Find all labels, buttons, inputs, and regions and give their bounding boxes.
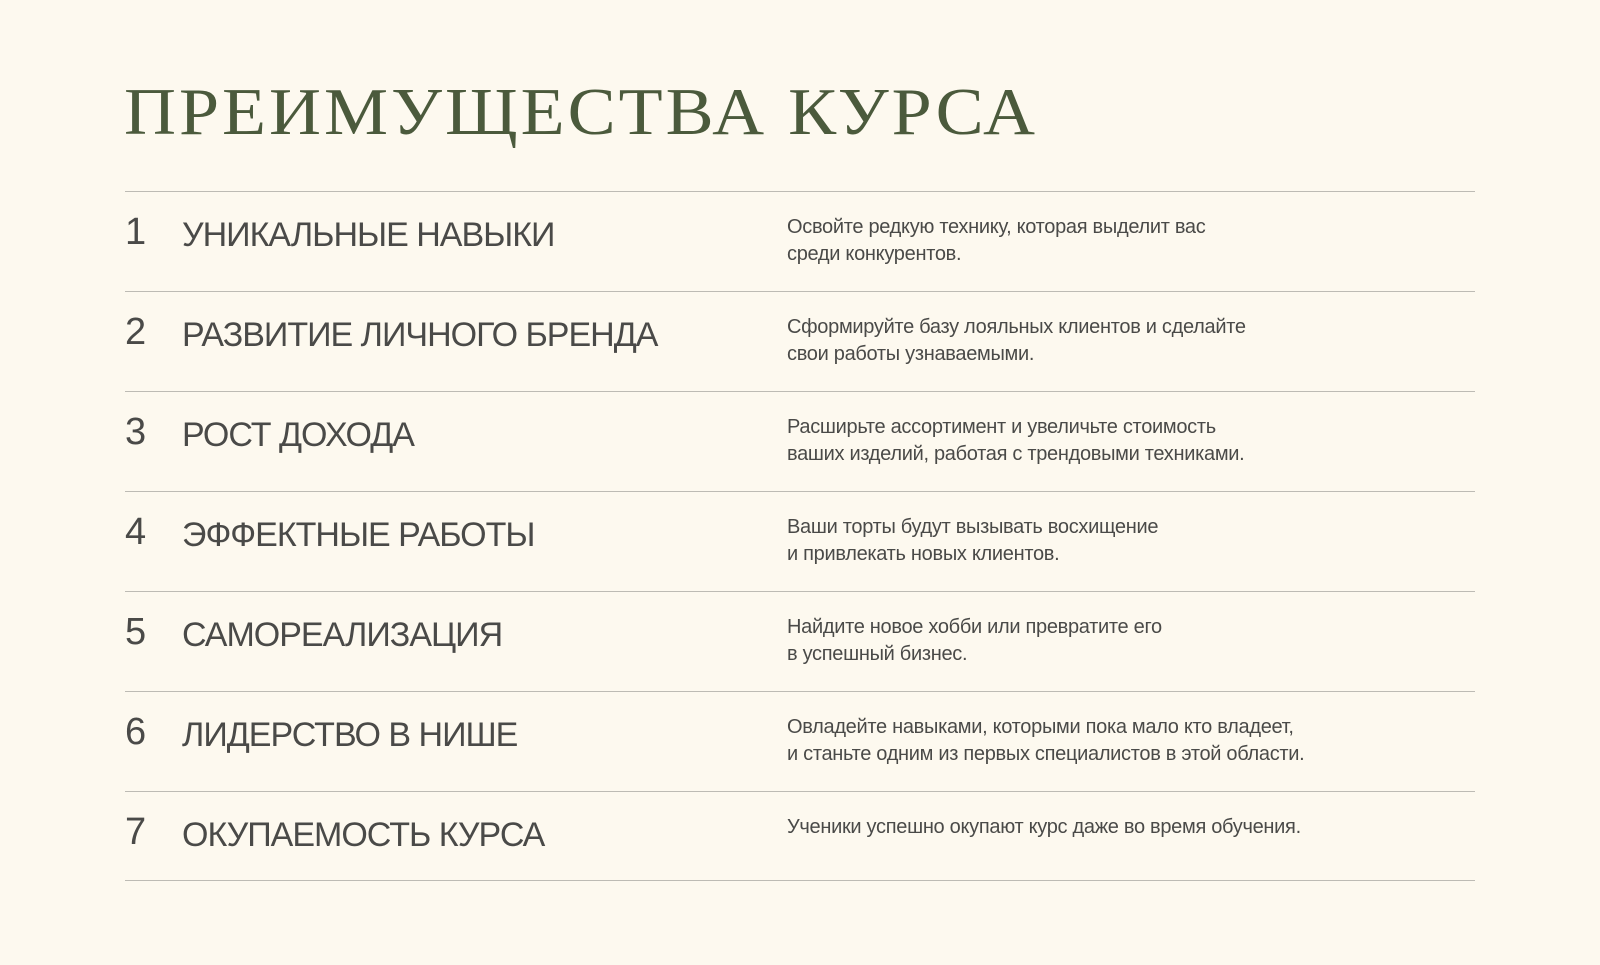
benefit-row (125, 392, 1475, 492)
benefit-description: Освойте редкую технику, которая выделит вас среди конкурентов. (787, 216, 1206, 265)
benefit-number: 6 (125, 711, 147, 753)
benefit-number: 7 (125, 811, 147, 853)
benefit-heading: УНИКАЛЬНЫЕ НАВЫКИ (182, 216, 555, 254)
benefit-heading: ЛИДЕРСТВО В НИШЕ (182, 716, 518, 754)
benefit-number: 5 (125, 611, 147, 653)
benefit-number: 1 (125, 211, 147, 253)
benefit-row (125, 792, 1475, 881)
benefit-description: Овладейте навыками, которыми пока мало кто владеет, и станьте одним из первых специалистов в этой области. (787, 716, 1305, 765)
benefit-number: 2 (125, 311, 147, 353)
benefit-heading: ЭФФЕКТНЫЕ РАБОТЫ (182, 516, 535, 554)
benefit-number: 4 (125, 511, 147, 553)
benefit-description: Расширьте ассортимент и увеличьте стоимость ваших изделий, работая с трендовыми техниками. (787, 416, 1245, 465)
benefit-description: Ваши торты будут вызывать восхищение и привлекать новых клиентов. (787, 516, 1159, 565)
benefit-row (125, 292, 1475, 392)
benefits-list (125, 191, 1475, 881)
page-title: ПРЕИМУЩЕСТВА КУРСА (124, 74, 1039, 149)
benefit-row (125, 692, 1475, 792)
benefit-row (125, 192, 1475, 292)
benefit-number: 3 (125, 411, 147, 453)
benefit-row (125, 492, 1475, 592)
benefit-heading: САМОРЕАЛИЗАЦИЯ (182, 616, 503, 654)
benefit-description: Найдите новое хобби или превратите его в успешный бизнес. (787, 616, 1162, 665)
benefit-description: Ученики успешно окупают курс даже во время обучения. (787, 816, 1301, 838)
benefit-row (125, 592, 1475, 692)
benefit-description: Сформируйте базу лояльных клиентов и сделайте свои работы узнаваемыми. (787, 316, 1246, 365)
benefit-heading: РОСТ ДОХОДА (182, 416, 414, 454)
benefit-heading: ОКУПАЕМОСТЬ КУРСА (182, 816, 545, 854)
benefit-heading: РАЗВИТИЕ ЛИЧНОГО БРЕНДА (182, 316, 658, 354)
